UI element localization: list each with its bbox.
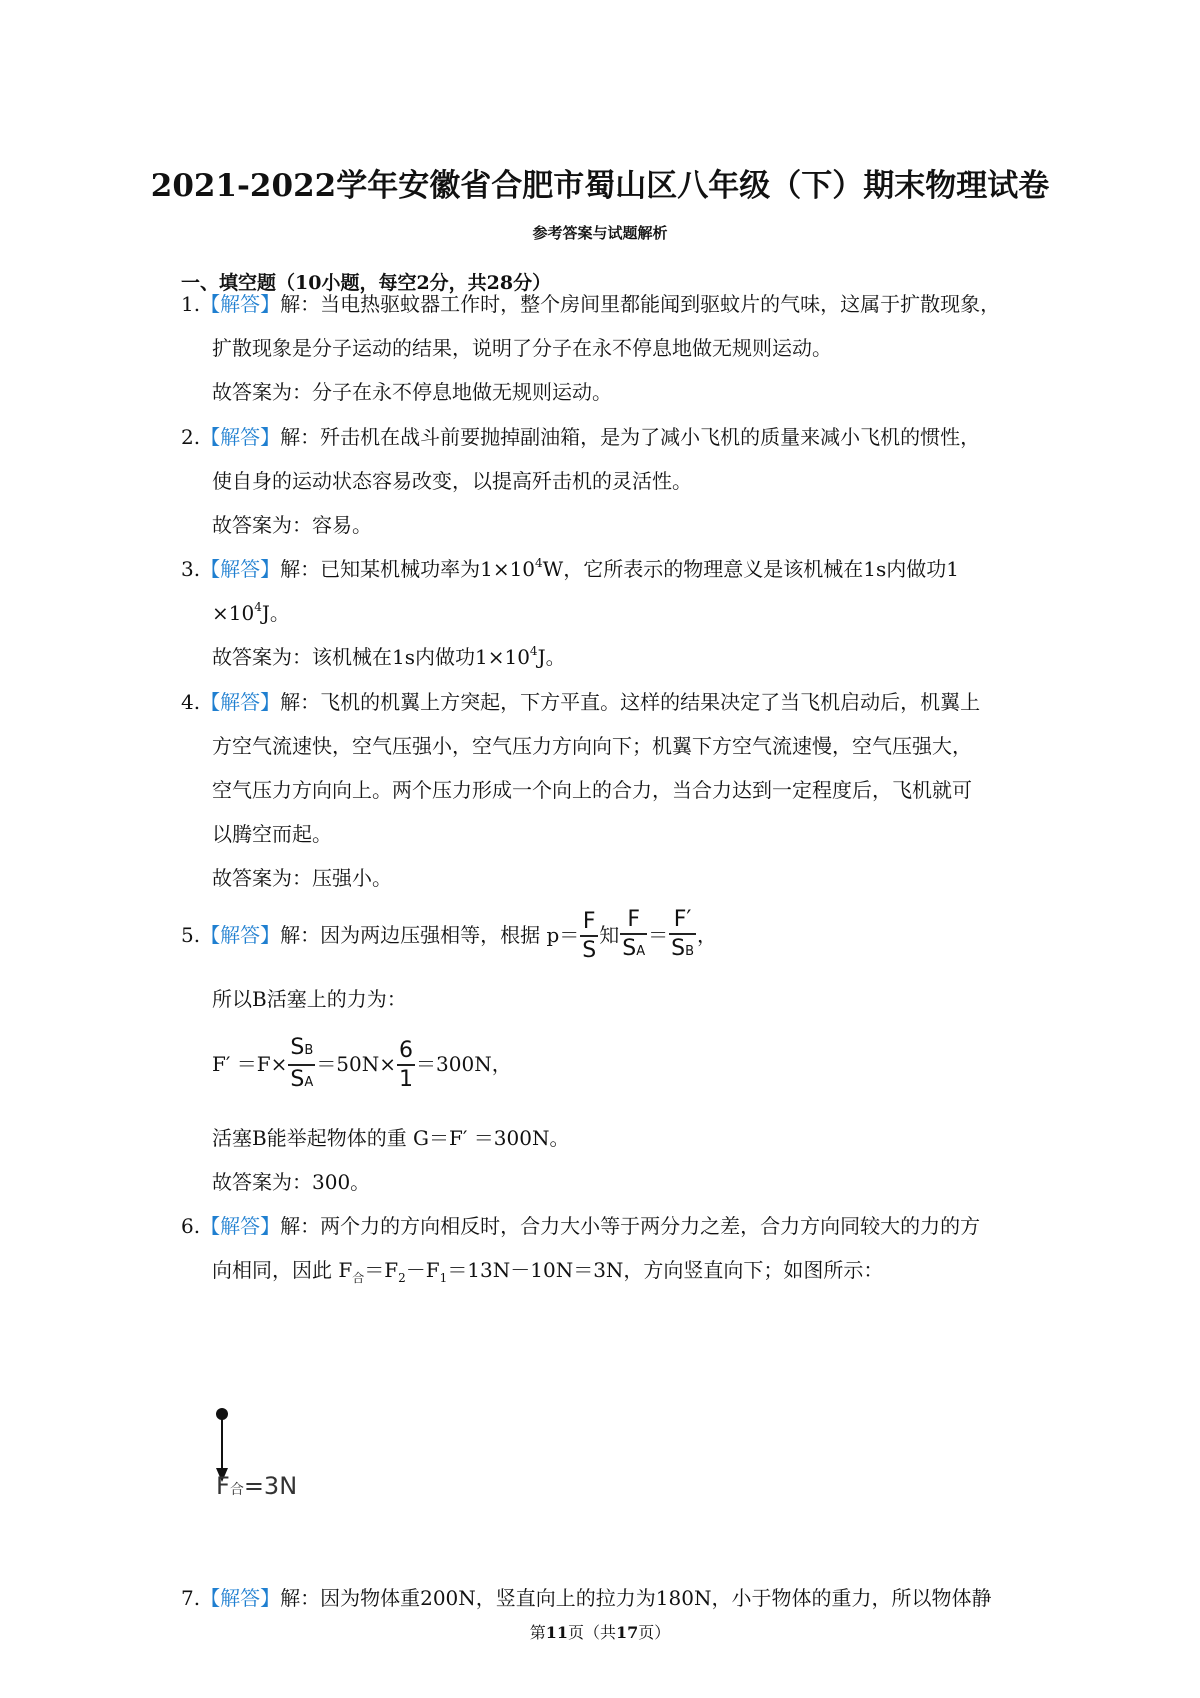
q5-text-1c: ＝ (648, 923, 669, 947)
fraction-denominator-sub: A (636, 944, 646, 959)
force-label-sub: 合 (229, 1482, 244, 1498)
q7-number: 7. (181, 1586, 201, 1610)
q3-text-2b: J。 (261, 601, 290, 625)
q6-text-2b: ＝F (364, 1258, 399, 1282)
q1-number: 1. (181, 292, 201, 316)
q3-exponent-1: 4 (535, 556, 543, 570)
q3-text-1b: W，它所表示的物理意义是该机械在1s内做功1 (542, 557, 959, 581)
page-title: 2021-2022学年安徽省合肥市蜀山区八年级（下）期末物理试卷 (150, 168, 1050, 204)
fraction-fprime-over-sb (669, 907, 696, 966)
q6-sub-1: 1 (439, 1271, 448, 1285)
q5-text-1d: ， (697, 923, 717, 947)
q2-line-1 (181, 423, 980, 451)
fraction-denominator (669, 935, 696, 966)
q3-answer-b: J。 (537, 645, 566, 669)
fraction-numerator: F (580, 909, 598, 937)
q1-answer: 故答案为：分子在永不停息地做无规则运动。 (212, 380, 612, 404)
page-footer (0, 1620, 1200, 1643)
q4-number: 4. (181, 690, 201, 714)
footer-suffix: 页） (638, 1623, 671, 1642)
q4-answer: 故答案为：压强小。 (212, 866, 392, 890)
q3-answer-a: 故答案为：该机械在1s内做功1×10 (212, 645, 530, 669)
q5-text-1a: 解：因为两边压强相等，根据 p＝ (280, 923, 580, 947)
q3-line-2 (212, 599, 290, 627)
q1-line-1 (181, 290, 1000, 318)
q5-line-2: 所以B活塞上的力为： (212, 987, 407, 1011)
q5-answer: 故答案为：300。 (212, 1170, 371, 1194)
q5-text-3c: ＝300N， (416, 1052, 512, 1076)
fraction-numerator: F (620, 907, 647, 935)
fraction-f-over-sa (620, 907, 647, 966)
q3-line-1 (181, 555, 959, 583)
footer-total-pages: 17 (616, 1623, 639, 1642)
fraction-numerator: F′ (669, 907, 696, 935)
q6-text-2c: －F (405, 1258, 440, 1282)
fraction-sb-over-sa (288, 1035, 315, 1097)
q3-answer (212, 643, 566, 671)
section-heading: 一、填空题（10小题，每空2分，共28分） (181, 272, 552, 294)
q5-line-4: 活塞B能举起物体的重 G＝F′ ＝300N。 (212, 1126, 570, 1150)
fraction-numerator-base: S (290, 1034, 305, 1060)
fraction-denominator-sub: B (685, 944, 694, 959)
q3-answer-exponent: 4 (529, 644, 538, 658)
q3-number: 3. (181, 557, 201, 581)
q6-text-2d: ＝13N－10N＝3N，方向竖直向下；如图所示： (447, 1258, 884, 1282)
fraction-denominator-base: S (622, 936, 637, 961)
fraction-f-over-s (580, 909, 598, 965)
q2-line-2: 使自身的运动状态容易改变，以提高歼击机的灵活性。 (212, 469, 692, 493)
q6-tag: 【解答】 (200, 1214, 281, 1238)
q2-answer: 故答案为：容易。 (212, 513, 372, 537)
fraction-denominator-sub: A (304, 1074, 314, 1090)
q5-text-3a: F′ ＝F× (212, 1052, 288, 1076)
q3-tag: 【解答】 (200, 557, 281, 581)
footer-page-number: 11 (545, 1623, 568, 1642)
q4-tag: 【解答】 (200, 690, 281, 714)
fraction-denominator-base: S (290, 1066, 305, 1092)
q6-text-1: 解：两个力的方向相反时，合力大小等于两分力之差，合力方向同较大的力的方 (280, 1214, 981, 1238)
q4-line-4: 以腾空而起。 (212, 822, 332, 846)
footer-middle: 页（共 (567, 1623, 616, 1642)
fraction-denominator (288, 1066, 315, 1097)
q5-line-1 (181, 905, 717, 966)
q4-line-3: 空气压力方向向上。两个压力形成一个向上的合力，当合力达到一定程度后，飞机就可 (212, 778, 972, 802)
q1-tag: 【解答】 (200, 292, 281, 316)
fraction-numerator: 6 (397, 1038, 415, 1066)
q7-text-1: 解：因为物体重200N，竖直向上的拉力为180N，小于物体的重力，所以物体静 (280, 1586, 992, 1610)
q7-line-1 (181, 1584, 991, 1612)
q3-text-2a: ×10 (212, 601, 255, 625)
q6-number: 6. (181, 1214, 201, 1238)
q6-sub-he: 合 (352, 1271, 365, 1285)
page-subtitle: 参考答案与试题解析 (532, 224, 668, 242)
q6-sub-2: 2 (398, 1271, 406, 1285)
fraction-numerator (288, 1035, 315, 1066)
q1-text-1: 解：当电热驱蚊器工作时，整个房间里都能闻到驱蚊片的气味，这属于扩散现象， (280, 292, 1001, 316)
q5-number: 5. (181, 923, 201, 947)
footer-prefix: 第 (529, 1623, 546, 1642)
fraction-6-over-1 (397, 1038, 415, 1094)
q3-exponent-2: 4 (254, 600, 262, 614)
fraction-denominator: S (582, 937, 597, 963)
q6-line-2 (212, 1256, 883, 1284)
q3-text-1a: 解：已知某机械功率为1×10 (280, 557, 536, 581)
q1-line-2: 扩散现象是分子运动的结果，说明了分子在永不停息地做无规则运动。 (212, 336, 832, 360)
q5-text-1b: 知 (599, 923, 620, 947)
q5-text-3b: ＝50N× (316, 1052, 397, 1076)
q6-text-2a: 向相同，因此 F (212, 1258, 353, 1282)
fraction-denominator: 1 (399, 1066, 414, 1092)
fraction-numerator-sub: B (304, 1042, 314, 1058)
q4-line-1 (181, 688, 980, 716)
q5-tag: 【解答】 (200, 923, 281, 947)
q7-tag: 【解答】 (200, 1586, 281, 1610)
q2-text-1: 解：歼击机在战斗前要抛掉副油箱，是为了减小飞机的质量来减小飞机的惯性， (280, 425, 981, 449)
q2-number: 2. (181, 425, 201, 449)
fraction-denominator-base: S (671, 936, 686, 961)
q4-text-1: 解：飞机的机翼上方突起，下方平直。这样的结果决定了当飞机启动后，机翼上 (280, 690, 981, 714)
force-label-value: =3N (243, 1472, 298, 1500)
q2-tag: 【解答】 (200, 425, 281, 449)
force-label-f: F (216, 1472, 230, 1500)
q5-line-3 (212, 1034, 512, 1097)
fraction-denominator (620, 935, 647, 966)
q4-line-2: 方空气流速快，空气压强小，空气压力方向向下；机翼下方空气流速慢，空气压强大， (212, 734, 972, 758)
force-label (216, 1472, 297, 1500)
q6-line-1 (181, 1212, 980, 1240)
